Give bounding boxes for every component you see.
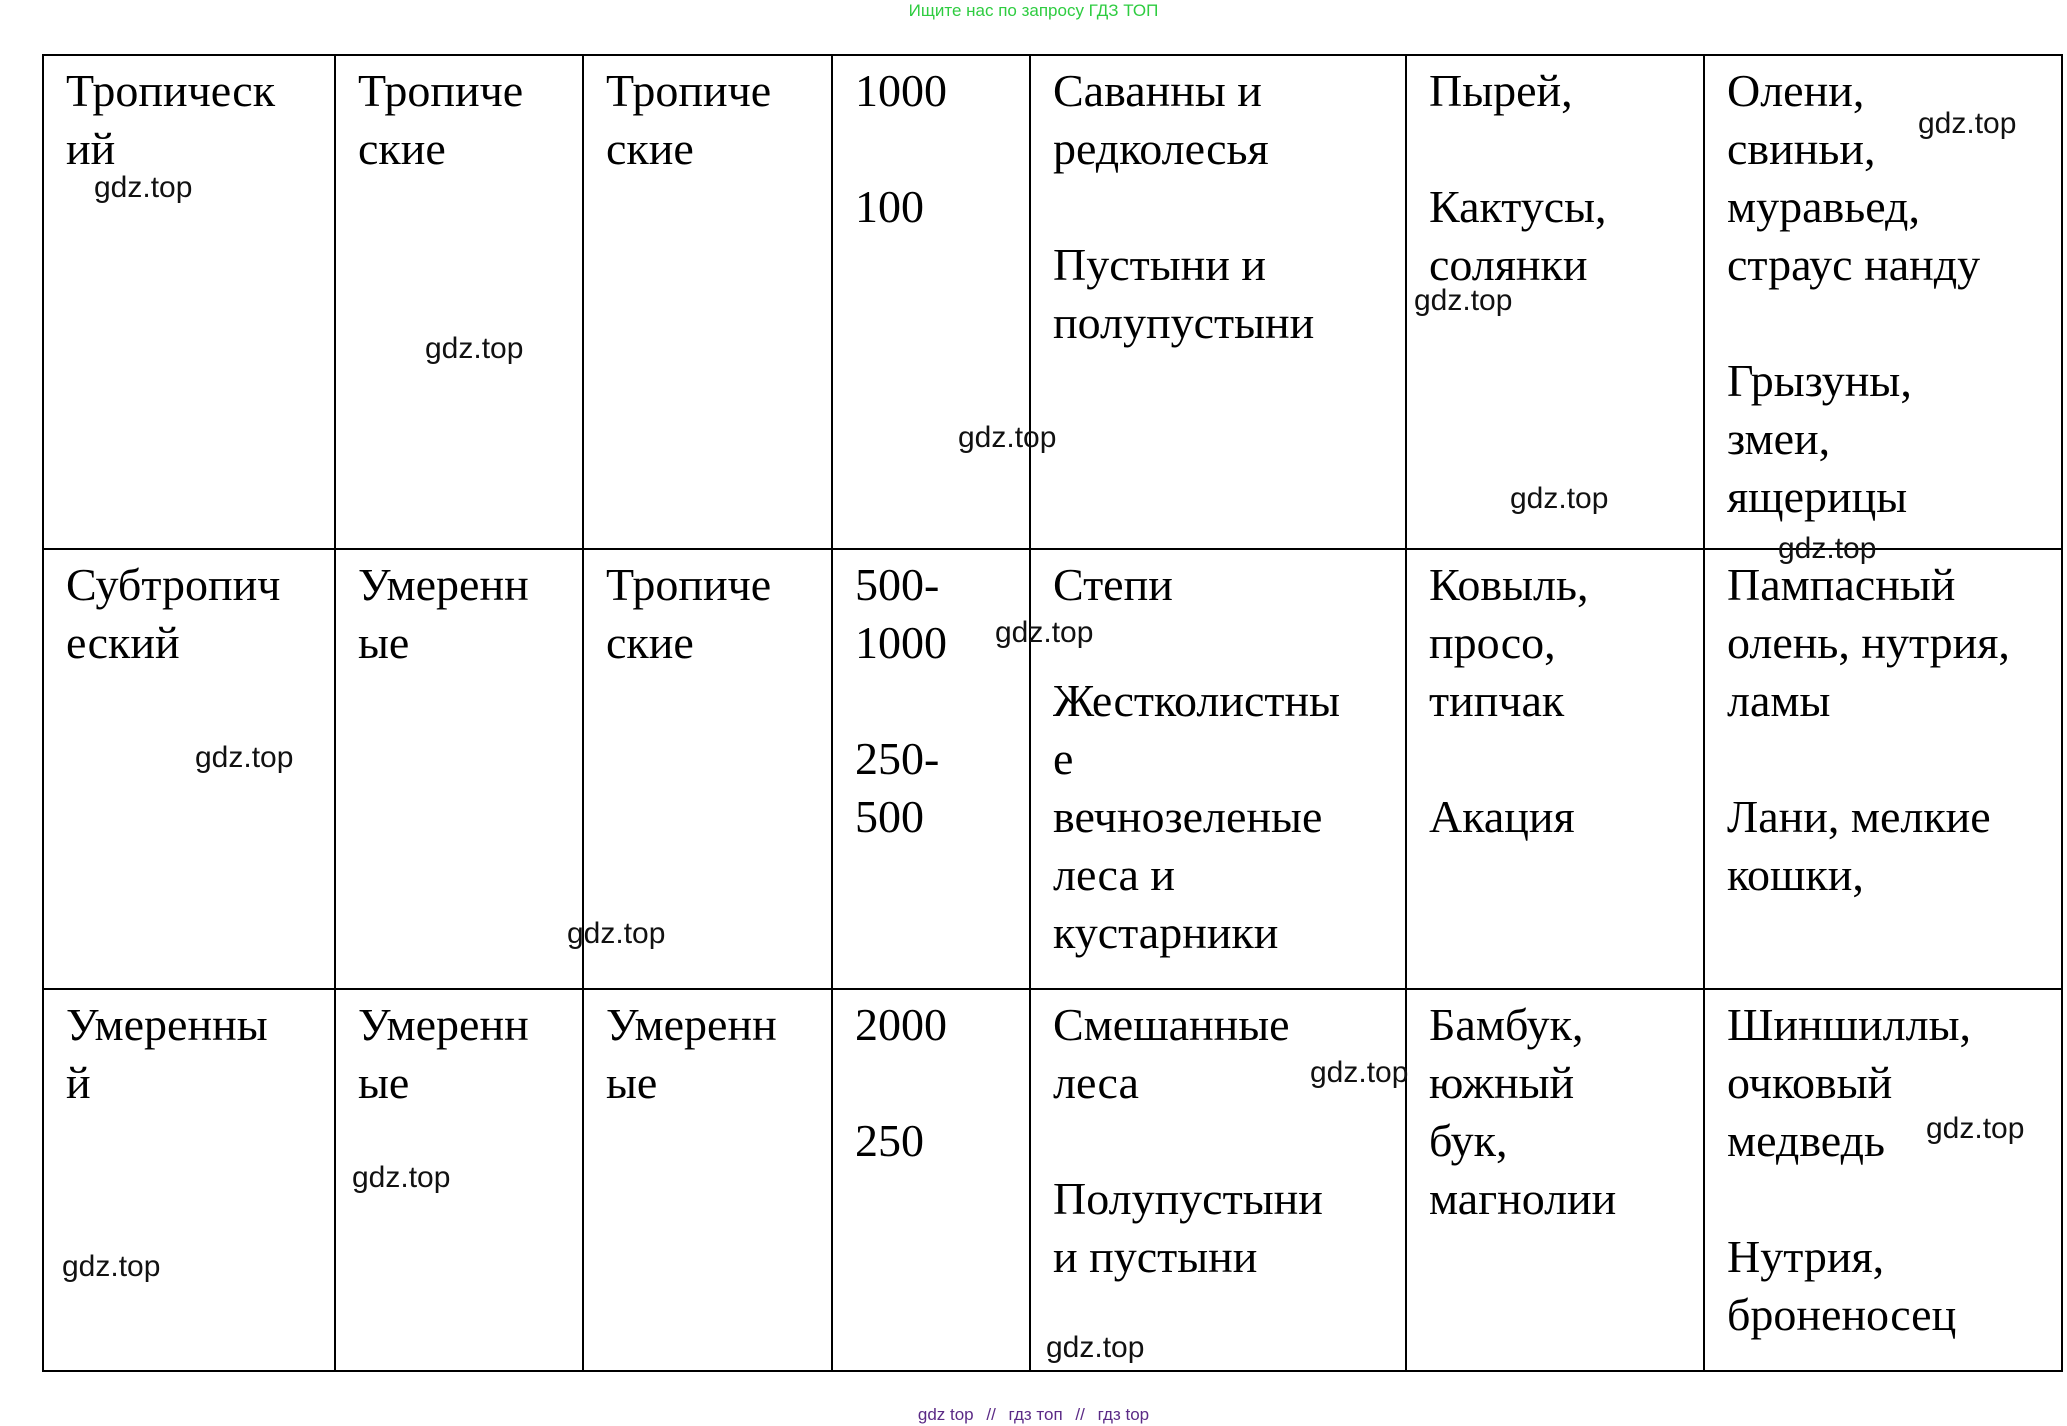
footer-link[interactable]: гдз top [1097, 1405, 1150, 1424]
footer-link[interactable]: gdz top [917, 1405, 974, 1424]
watermark: gdz.top [425, 332, 524, 365]
table-cell [1704, 549, 2062, 989]
cell-text: 1000 [855, 65, 947, 116]
cell-text: Тропическ ий [66, 65, 276, 174]
footer-separator: // [1075, 1405, 1085, 1424]
watermark: gdz.top [1414, 284, 1513, 317]
cell-text: Саванны и редколесья [1053, 65, 1269, 174]
table-cell [1030, 549, 1406, 989]
cell-text: 500- 1000 [855, 559, 947, 668]
table-cell [1406, 989, 1704, 1371]
watermark: gdz.top [1778, 532, 1877, 565]
cell-text: Грызуны, змеи, ящерицы [1727, 355, 1912, 522]
cell-text: 2000 [855, 999, 947, 1050]
watermark: gdz.top [958, 421, 1057, 454]
cell-text: Пампасный олень, нутрия, ламы [1727, 559, 2010, 726]
top-banner [0, 0, 2067, 22]
cell-text: Тропиче ские [358, 65, 524, 174]
footer-link[interactable]: гдз топ [1008, 1405, 1063, 1424]
table-cell [1704, 989, 2062, 1371]
watermark: gdz.top [1310, 1056, 1409, 1089]
cell-text: Жестколистны е вечнозеленые леса и кустарники [1053, 675, 1340, 958]
table-cell [583, 55, 832, 549]
cell-text: Ковыль, просо, типчак [1429, 559, 1589, 726]
banner-link[interactable]: Ищите нас по запросу ГДЗ ТОП [908, 1, 1159, 20]
cell-text: Умеренн ые [358, 999, 529, 1108]
table-cell [43, 55, 335, 549]
cell-text: Олени, свиньи, муравьед, страус нанду [1727, 65, 1981, 290]
cell-text: Акация [1429, 791, 1575, 842]
table-cell [335, 55, 583, 549]
watermark: gdz.top [567, 917, 666, 950]
cell-text: Умеренн ые [358, 559, 529, 668]
watermark: gdz.top [94, 171, 193, 204]
watermark: gdz.top [995, 616, 1094, 649]
watermark: gdz.top [1926, 1112, 2025, 1145]
table-cell [43, 989, 335, 1371]
cell-text: Умеренны й [66, 999, 268, 1108]
cell-text: 250 [855, 1115, 924, 1166]
watermark: gdz.top [62, 1250, 161, 1283]
biomes-table [42, 54, 2063, 1372]
cell-text: Тропиче ские [606, 65, 772, 174]
watermark: gdz.top [1510, 482, 1609, 515]
cell-text: Бамбук, южный бук, магнолии [1429, 999, 1617, 1224]
table-cell [1030, 989, 1409, 1371]
cell-text: Полупустыни и пустыни [1053, 1173, 1323, 1282]
table-cell [832, 549, 1030, 989]
table-cell [832, 989, 1030, 1371]
watermark: gdz.top [1046, 1331, 1145, 1364]
table-cell [583, 989, 832, 1371]
cell-text: Тропиче ские [606, 559, 772, 668]
footer-links [0, 1405, 2067, 1425]
table-row [43, 549, 2062, 989]
cell-text: Шиншиллы, очковый медведь [1727, 999, 1971, 1166]
watermark: gdz.top [195, 741, 294, 774]
table-cell [832, 55, 1030, 549]
footer-separator: // [986, 1405, 996, 1424]
table-row [43, 989, 2062, 1371]
cell-text: 250- 500 [855, 733, 940, 842]
table-row [43, 55, 2062, 549]
cell-text: Нутрия, броненосец [1727, 1231, 1957, 1340]
watermark: gdz.top [352, 1161, 451, 1194]
cell-text: Субтропич еский [66, 559, 281, 668]
table-cell [1030, 55, 1406, 549]
watermark: gdz.top [1918, 107, 2017, 140]
cell-text: Умеренн ые [606, 999, 777, 1108]
cell-text: 100 [855, 181, 924, 232]
cell-text: Степи [1053, 559, 1173, 610]
cell-text: Пырей, [1429, 65, 1573, 116]
cell-text: Смешанные леса [1053, 999, 1290, 1108]
table-cell [335, 549, 583, 989]
cell-text: Кактусы, солянки [1429, 181, 1607, 290]
cell-text: Лани, мелкие кошки, [1727, 791, 1991, 900]
table-cell [1406, 549, 1704, 989]
cell-text: Пустыни и полупустыни [1053, 239, 1315, 348]
